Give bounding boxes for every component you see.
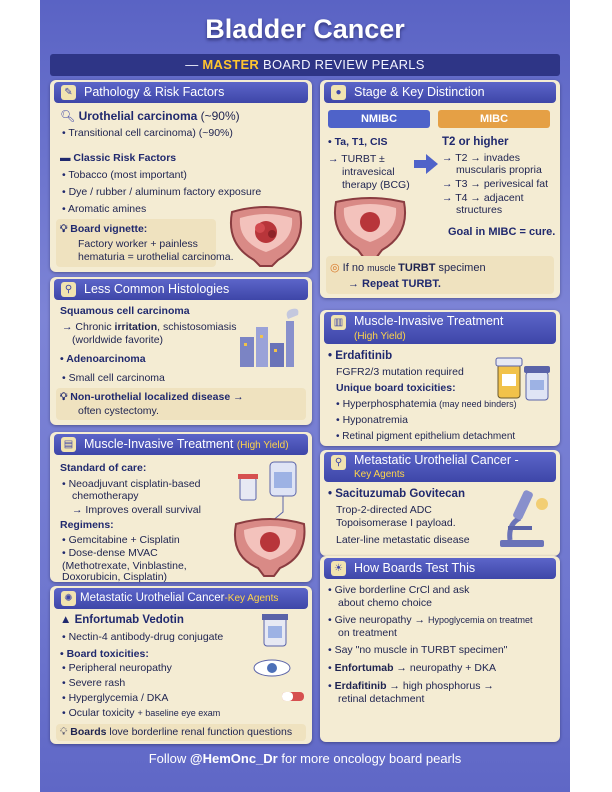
renal-note-rest: love borderline renal function questions — [106, 726, 293, 738]
chemo-bag-illustration — [226, 460, 308, 578]
hyperphos-text: Hyperphosphatemia — [342, 398, 437, 410]
ocular-note: + baseline eye exam — [137, 708, 221, 718]
right-mi-header-tag: (High Yield) — [354, 331, 406, 342]
goal-line: Goal in MIBC = cure. — [448, 226, 556, 238]
footer-pre: Follow — [148, 751, 190, 766]
cigarette-icon: ▬ — [60, 152, 71, 164]
if-no-post: specimen — [435, 262, 486, 274]
enfortumab-title — [60, 614, 184, 627]
vignette-line: hematuria = urothelial carcinoma. — [78, 251, 234, 263]
sacituzumab-line: Trop-2-directed ADC — [336, 504, 432, 516]
page-title: Bladder Cancer — [205, 14, 405, 44]
drug-vial-illustration — [246, 612, 308, 720]
pathology-header — [54, 82, 308, 103]
toxicities-label: • Board toxicities: — [60, 648, 149, 661]
board-test-item: • Say "no muscle in TURBT specimen" — [328, 644, 507, 657]
sacituzumab-line: Topoisomerase I payload. — [336, 517, 456, 529]
boards-test-panel — [320, 556, 560, 742]
factory-illustration — [236, 307, 306, 369]
right-mi-treatment-panel — [320, 310, 560, 446]
scc-detail-bold: irritation — [114, 321, 158, 333]
erdafitinib-bold: Erdafitinib — [334, 680, 387, 692]
board-test-item: on treatment — [338, 627, 397, 639]
bladder-illustration — [330, 196, 410, 260]
search-icon: 🔍︎ — [60, 109, 76, 123]
retinal-line: • Retinal pigment epithelium detachment — [336, 430, 515, 443]
lemon-icon: ● — [331, 85, 346, 100]
subtitle-rest: BOARD REVIEW PEARLS — [259, 57, 425, 72]
risk-item: • Tobacco (most important) — [62, 169, 187, 182]
lightbulb-icon: 💡︎ — [60, 726, 68, 738]
non-urothelial-line — [60, 391, 244, 404]
lightbulb-icon: 💡︎ — [60, 223, 68, 235]
bladder-tumor-illustration — [226, 204, 306, 268]
pill-bottles-illustration — [492, 346, 556, 406]
if-no-muscle-line — [330, 262, 486, 275]
left-metastatic-header-tag: -Key Agents — [224, 593, 279, 604]
book-icon: ▥ — [331, 315, 346, 330]
transitional-line: • Transitional cell carcinoma) (~90%) — [62, 127, 233, 140]
pathology-panel — [50, 80, 312, 272]
regimen-detail: Doxorubicin, Cisplatin) — [62, 571, 168, 583]
footer-post: for more oncology board pearls — [277, 751, 462, 766]
scc-detail-pre: Chronic — [75, 321, 115, 333]
standard-of-care: Standard of care: — [60, 462, 147, 474]
urothelial-name: Urothelial carcinoma — [78, 109, 198, 123]
right-metastatic-header-tag: Key Agents — [354, 469, 405, 480]
neuropathy-text: Give neuropathy → — [334, 614, 428, 626]
non-urothelial-note: often cystectomy. — [78, 405, 159, 417]
right-mi-header-text: Muscle-Invasive Treatment — [354, 314, 504, 328]
sacituzumab-line: Later-line metastatic disease — [336, 534, 470, 546]
right-metastatic-header-text: Metastatic Urothelial Cancer - — [354, 453, 519, 467]
boards-test-header-text: How Boards Test This — [354, 561, 476, 575]
pen-icon: ✎ — [61, 85, 76, 100]
enfortumab-name: Enfortumab Vedotin — [74, 614, 184, 626]
unique-tox-label: Unique board toxicities: — [336, 382, 456, 394]
board-test-item — [328, 680, 494, 693]
clipboard-icon: ▤ — [61, 437, 76, 452]
mibc-item: → T3 → perivesical fat — [442, 178, 548, 191]
mibc-item: → T2 → invades — [442, 152, 520, 165]
left-mi-treatment-panel — [50, 432, 312, 582]
neoadjuvant-line: chemotherapy — [72, 490, 139, 502]
stage-arrow-icon — [414, 154, 438, 174]
scc-note: (worldwide favorite) — [72, 334, 164, 346]
footer — [40, 751, 570, 766]
board-test-item: about chemo choice — [338, 597, 432, 609]
virus-icon: ✺ — [61, 591, 76, 606]
left-mi-treatment-header — [54, 434, 308, 455]
lightbulb-icon: ☀ — [331, 561, 346, 576]
neoadjuvant-line: • Neoadjuvant cisplatin-based — [62, 478, 201, 491]
erdafitinib-title: • Erdafitinib — [328, 350, 392, 363]
risk-item: • Dye / rubber / aluminum factory exposure — [62, 186, 261, 199]
board-test-item — [328, 614, 533, 627]
left-metastatic-header — [54, 588, 308, 609]
if-no-small: muscle — [367, 263, 399, 273]
microscope-icon: ⚲ — [331, 455, 346, 470]
staging-panel — [320, 80, 560, 298]
enfortumab-bold: Enfortumab — [334, 662, 394, 674]
histologies-header — [54, 279, 308, 300]
mibc-tab — [438, 110, 550, 128]
nmibc-label: NMIBC — [360, 113, 398, 125]
nmibc-tab — [328, 110, 430, 128]
board-test-item — [328, 662, 496, 675]
scc-detail-post: , schistosomiasis — [157, 321, 237, 333]
scc-detail — [62, 321, 236, 334]
mibc-title: T2 or higher — [442, 136, 509, 148]
risk-item: • Aromatic amines — [62, 203, 146, 216]
enfortumab-rest: → neuropathy + DKA — [393, 662, 496, 674]
left-mi-header-text: Muscle-Invasive Treatment — [84, 437, 234, 451]
if-no-bold: TURBT — [398, 262, 436, 274]
ocular-text: Ocular toxicity — [68, 707, 138, 719]
infographic-page — [40, 0, 570, 792]
vignette-label — [60, 223, 147, 236]
turbt-line: therapy (BCG) — [342, 179, 410, 191]
small-cell-line: • Small cell carcinoma — [62, 372, 165, 385]
microscope-icon: ⚲ — [61, 282, 76, 297]
right-mi-treatment-header — [324, 312, 556, 344]
toxicity-item: • Hyperglycemia / DKA — [62, 692, 168, 705]
renal-note — [60, 726, 292, 739]
turbt-line: intravesical — [342, 166, 395, 178]
nmibc-stages: • Ta, T1, CIS — [328, 136, 388, 149]
vignette-line: Factory worker + painless — [78, 238, 198, 250]
histologies-panel — [50, 277, 312, 425]
left-metastatic-panel — [50, 586, 312, 744]
regimen-item: • Gemcitabine + Cisplatin — [62, 534, 180, 547]
scc-title: Squamous cell carcinoma — [60, 305, 190, 317]
microscope-illustration — [490, 484, 556, 550]
board-test-item: • Give borderline CrCl and ask — [328, 584, 469, 597]
pathology-header-text: Pathology & Risk Factors — [84, 85, 225, 99]
subtitle-highlight: MASTER — [202, 57, 260, 72]
toxicity-item: • Peripheral neuropathy — [62, 662, 172, 675]
if-no-pre: If no — [342, 262, 368, 274]
page-subtitle — [50, 54, 560, 76]
target-icon: ◎ — [330, 262, 340, 274]
mibc-item: structures — [456, 204, 503, 216]
turbt-line: → TURBT ± — [328, 153, 385, 166]
hyponat-line: • Hyponatremia — [336, 414, 408, 427]
repeat-turbt-line: → Repeat TURBT. — [348, 278, 441, 290]
boards-test-header — [324, 558, 556, 579]
warning-icon: ▲ — [60, 614, 72, 626]
lightbulb-icon: 💡︎ — [60, 391, 68, 403]
risk-factors-header — [60, 152, 176, 165]
histologies-header-text: Less Common Histologies — [84, 282, 230, 296]
board-test-item: retinal detachment — [338, 693, 425, 705]
nectin-line: • Nectin-4 antibody-drug conjugate — [62, 631, 223, 644]
hyperphos-note: (may need binders) — [436, 399, 517, 409]
left-mi-header-tag: (High Yield) — [236, 440, 289, 451]
survival-line: → Improves overall survival — [72, 504, 201, 517]
vignette-label-text: Board vignette: — [70, 223, 148, 235]
right-metastatic-header — [324, 452, 556, 482]
right-metastatic-panel — [320, 450, 560, 556]
mibc-item: muscularis propria — [456, 164, 542, 176]
hyperphos-line — [336, 398, 517, 411]
risk-factors-text: Classic Risk Factors — [73, 152, 177, 164]
toxicity-item: • Severe rash — [62, 677, 125, 690]
footer-handle[interactable]: @HemOnc_Dr — [189, 751, 278, 766]
erdafitinib-rest: → high phosphorus → — [386, 680, 494, 692]
regimen-detail: (Methotrexate, Vinblastine, — [62, 560, 187, 572]
urothelial-line — [60, 110, 240, 123]
urothelial-pct: (~90%) — [197, 109, 240, 123]
left-metastatic-header-text: Metastatic Urothelial Cancer — [80, 592, 225, 604]
mibc-label: MIBC — [479, 113, 509, 125]
mibc-item: → T4 → adjacent — [442, 192, 524, 205]
staging-header-text: Stage & Key Distinction — [354, 85, 485, 99]
sacituzumab-title: • Sacituzumab Govitecan — [328, 488, 465, 501]
ocular-item — [62, 707, 220, 720]
regimens-label: Regimens: — [60, 519, 114, 531]
renal-note-bold: Boards — [70, 726, 107, 738]
fgfr-line: FGFR2/3 mutation required — [336, 366, 464, 378]
non-urothelial-text: Non-urothelial localized disease → — [70, 391, 244, 403]
staging-header — [324, 82, 556, 103]
regimen-item: • Dose-dense MVAC — [62, 547, 158, 560]
subtitle-dash: — — [185, 57, 203, 72]
adeno-title: • Adenoarcinoma — [60, 353, 146, 366]
neuropathy-note: Hypoglycemia on treatmet — [427, 615, 533, 625]
